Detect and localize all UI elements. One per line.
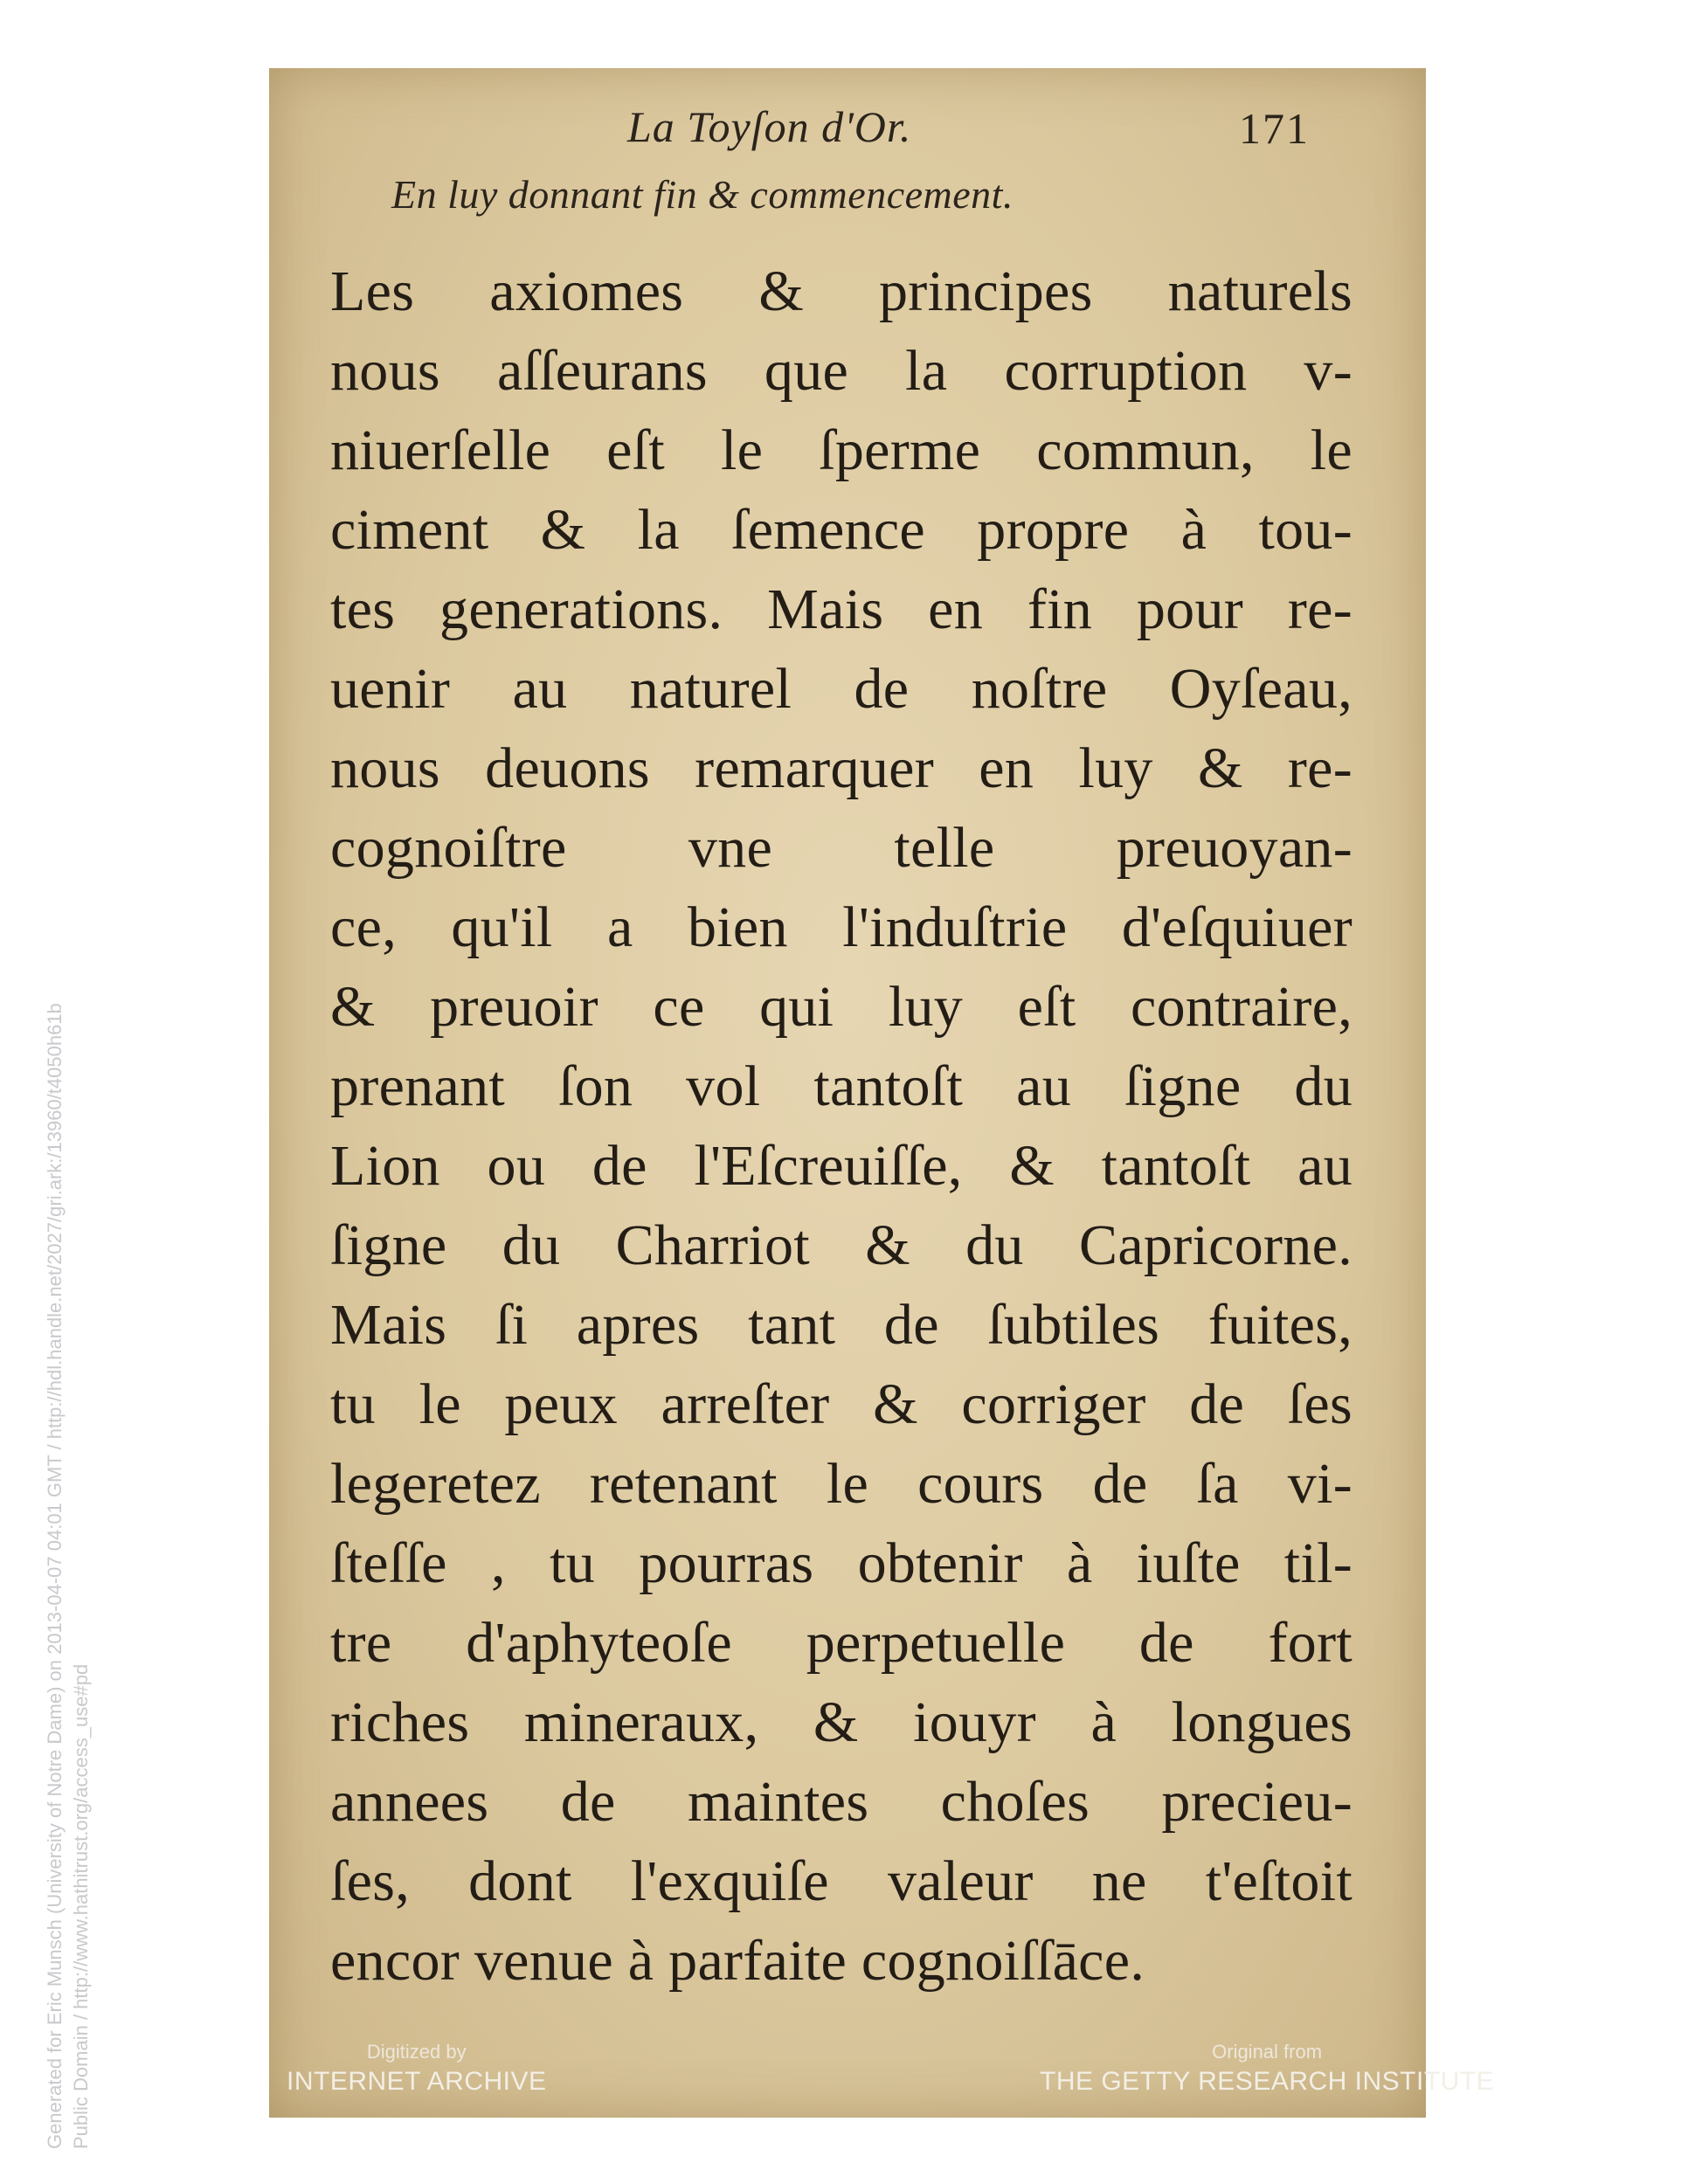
text-line: ciment & la ſemence propre à tou- (330, 498, 1352, 562)
text-line: ce, qu'il a bien l'induſtrie d'eſquiuer (330, 895, 1352, 959)
getty-institute-label: THE GETTY RESEARCH INSTITUTE (1040, 2067, 1495, 2096)
running-title: La Toyſon d'Or. (627, 102, 912, 151)
digitized-by-credit (287, 2041, 547, 2097)
book-page-scan (269, 68, 1426, 2118)
internet-archive-label: INTERNET ARCHIVE (287, 2067, 547, 2096)
hathitrust-watermark (42, 926, 103, 2149)
text-line: Les axiomes & principes naturels (330, 259, 1352, 323)
text-line: ſes, dont l'exquiſe valeur ne t'eſtoit (330, 1849, 1352, 1913)
text-line: tu le peux arreſter & corriger de ſes (330, 1372, 1352, 1436)
text-line: tre d'aphyteoſe perpetuelle de fort (330, 1611, 1352, 1675)
text-line: nous deuons remarquer en luy & re- (330, 736, 1352, 800)
text-line: & preuoir ce qui luy eſt contraire, (330, 975, 1352, 1039)
text-line: Mais ſi apres tant de ſubtiles fuites, (330, 1293, 1352, 1357)
text-line: prenant ſon vol tantoſt au ſigne du (330, 1054, 1352, 1118)
text-line: uenir au naturel de noſtre Oyſeau, (330, 657, 1352, 721)
text-line: encor venue à parfaite cognoiſſāce. (330, 1929, 1145, 1993)
text-line: legeretez retenant le cours de ſa vi- (330, 1452, 1352, 1516)
body-text (330, 252, 1352, 2001)
text-line: ſteſſe , tu pourras obtenir à iuſte til- (330, 1531, 1352, 1595)
digitized-by-label: Digitized by (366, 2041, 467, 2063)
text-line: niuerſelle eſt le ſperme commun, le (330, 418, 1352, 482)
watermark-line-generated: Generated for Eric Munsch (University of Notre Dame) on 2013-04-07 04:01 GMT / http://hdl.handle.net/2027/gri.ark:/13960/t4050h61b (44, 1003, 66, 2149)
text-line: Lion ou de l'Eſcreuiſſe, & tantoſt au (330, 1134, 1352, 1198)
original-from-label: Original from (1212, 2041, 1323, 2063)
text-line: ſigne du Charriot & du Capricorne. (330, 1213, 1352, 1277)
text-line: tes generations. Mais en fin pour re- (330, 577, 1352, 641)
text-line: riches mineraux, & iouyr à longues (330, 1690, 1352, 1754)
page-number: 171 (1239, 104, 1310, 153)
original-from-credit (1040, 2041, 1494, 2097)
text-line: annees de maintes choſes precieu- (330, 1770, 1352, 1834)
watermark-line-rights: Public Domain / http://www.hathitrust.org/access_use#pd (70, 1663, 92, 2149)
running-head (269, 101, 1426, 171)
subheading: En luy donnant fin & commencement. (391, 172, 1013, 217)
text-line: nous aſſeurans que la corruption v- (330, 339, 1352, 403)
text-line: cognoiſtre vne telle preuoyan- (330, 816, 1352, 880)
